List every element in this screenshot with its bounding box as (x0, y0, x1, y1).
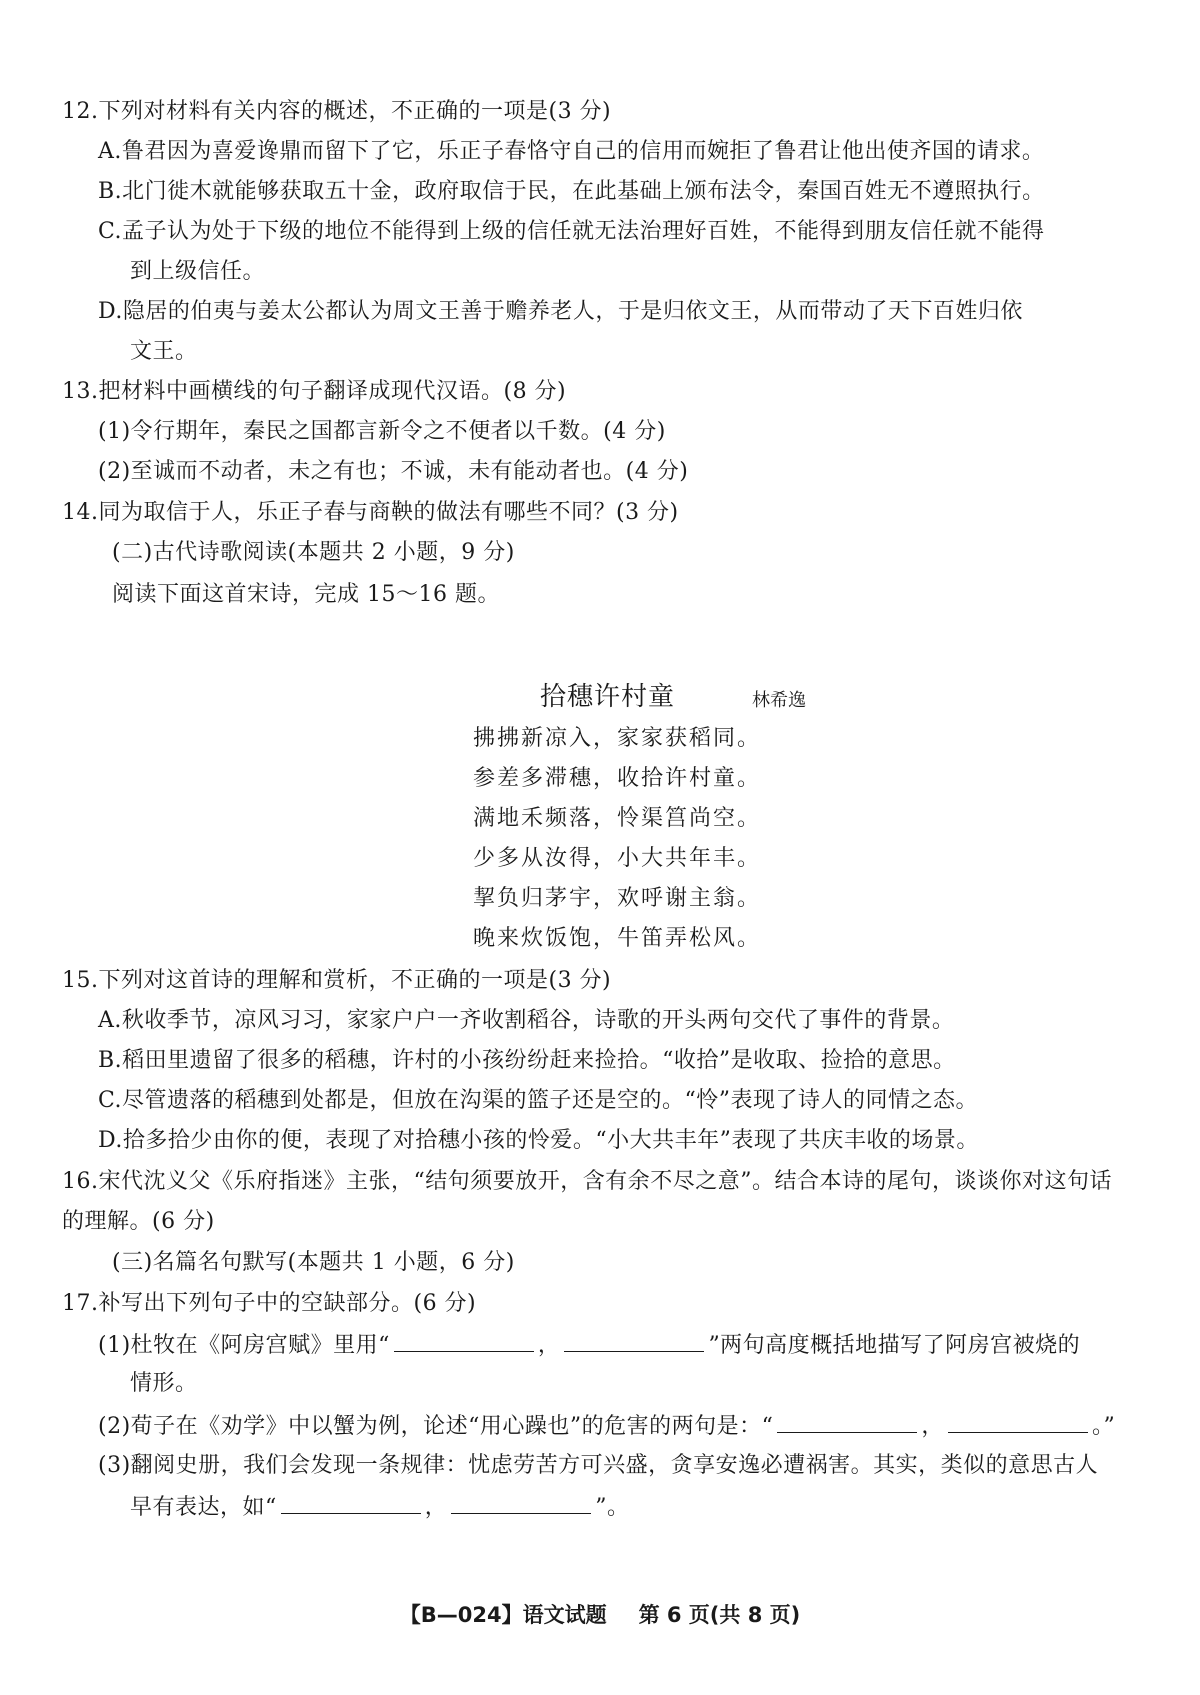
poem-line: 满地禾频落，怜渠筥尚空。 (473, 806, 762, 831)
fill-blank[interactable] (394, 1329, 534, 1352)
question-12-stem: 12.下列对材料有关内容的概述，不正确的一项是(3 分) (62, 99, 612, 124)
question-17-item-1 (98, 1329, 1080, 1361)
question-17-item-2 (98, 1410, 1115, 1442)
question-16-stem: 16.宋代沈义父《乐府指迷》主张，“结句须要放开，含有余不尽之意”。结合本诗的尾句，谈谈你对这句话 (62, 1169, 1112, 1194)
question-12-option-a: A.鲁君因为喜爱谗鼎而留下了它，乐正子春恪守自己的信用而婉拒了鲁君让他出使齐国的请求。 (98, 139, 1045, 164)
question-17-item-3-continued (130, 1491, 630, 1523)
question-12-option-c: C.孟子认为处于下级的地位不能得到上级的信任就无法治理好百姓，不能得到朋友信任就不能得 (98, 219, 1045, 244)
question-15-stem: 15.下列对这首诗的理解和赏析，不正确的一项是(3 分) (62, 968, 612, 993)
fill-blank[interactable] (777, 1410, 917, 1433)
item-2-text-after: 。” (1091, 1414, 1116, 1439)
question-17-item-3: (3)翻阅史册，我们会发现一条规律：忧虑劳苦方可兴盛，贪享安逸必遭祸害。其实，类似的意思古人 (98, 1453, 1099, 1478)
item-2-text-before: (2)荀子在《劝学》中以蟹为例，论述“用心躁也”的危害的两句是：“ (98, 1414, 774, 1439)
poem-line: 挈负归茅宇，欢呼谢主翁。 (473, 886, 762, 911)
item-1-text-before: (1)杜牧在《阿房宫赋》里用“ (98, 1333, 390, 1358)
question-12-option-c-continued: 到上级信任。 (130, 259, 266, 284)
question-15-option-d: D.拾多拾少由你的便，表现了对拾穗小孩的怜爱。“小大共丰年”表现了共庆丰收的场景。 (98, 1128, 979, 1153)
item-1-separator: ， (537, 1333, 561, 1358)
fill-blank[interactable] (281, 1491, 421, 1514)
section-3-heading: (三)名篇名句默写(本题共 1 小题，6 分) (112, 1250, 515, 1275)
question-13-sentence-1: (1)令行期年，秦民之国都言新令之不便者以千数。(4 分) (98, 419, 666, 444)
question-15-option-a: A.秋收季节，凉风习习，家家户户一齐收割稻谷，诗歌的开头两句交代了事件的背景。 (98, 1008, 955, 1033)
item-3-text-before: 早有表达，如“ (130, 1495, 277, 1520)
question-16-stem-continued: 的理解。(6 分) (62, 1209, 215, 1234)
question-15-option-b: B.稻田里遗留了很多的稻穗，许村的小孩纷纷赶来捡拾。“收拾”是收取、捡拾的意思。 (98, 1048, 956, 1073)
poem-author: 林希逸 (752, 690, 806, 711)
page-number: 第 6 页(共 8 页) (638, 1603, 801, 1627)
question-12-option-d-continued: 文王。 (130, 339, 198, 364)
question-15-option-c: C.尽管遗落的稻穗到处都是，但放在沟渠的篮子还是空的。“怜”表现了诗人的同情之态。 (98, 1088, 979, 1113)
poem-line: 少多从汝得，小大共年丰。 (473, 846, 762, 871)
exam-code: 【B—024】语文试题 (399, 1603, 607, 1627)
item-2-separator: ， (921, 1414, 944, 1439)
fill-blank[interactable] (451, 1491, 591, 1514)
section-2-intro: 阅读下面这首宋诗，完成 15～16 题。 (112, 582, 500, 607)
question-12-option-d: D.隐居的伯夷与姜太公都认为周文王善于赡养老人，于是归依文王，从而带动了天下百姓归依 (98, 299, 1023, 324)
poem-line: 拂拂新凉入，家家获稻同。 (473, 726, 762, 751)
question-17-item-1-continued: 情形。 (130, 1371, 198, 1396)
item-3-separator: ， (424, 1495, 448, 1520)
fill-blank[interactable] (948, 1410, 1088, 1433)
page-footer (0, 1600, 1200, 1630)
question-13-sentence-2: (2)至诚而不动者，未之有也；不诚，未有能动者也。(4 分) (98, 459, 689, 484)
question-13-stem: 13.把材料中画横线的句子翻译成现代汉语。(8 分) (62, 379, 567, 404)
question-14-stem: 14.同为取信于人，乐正子春与商鞅的做法有哪些不同？(3 分) (62, 500, 679, 525)
poem-line: 参差多滞穗，收拾许村童。 (473, 766, 762, 791)
poem-title: 拾穗许村童 (540, 682, 676, 712)
question-17-stem: 17.补写出下列句子中的空缺部分。(6 分) (62, 1291, 477, 1316)
item-1-text-after: ”两句高度概括地描写了阿房宫被烧的 (708, 1333, 1081, 1358)
item-3-text-after: ”。 (595, 1495, 630, 1520)
fill-blank[interactable] (564, 1329, 704, 1352)
poem-line: 晚来炊饭饱，牛笛弄松风。 (473, 926, 762, 951)
question-12-option-b: B.北门徙木就能够获取五十金，政府取信于民，在此基础上颁布法令，秦国百姓无不遵照执行。 (98, 179, 1045, 204)
section-2-heading: (二)古代诗歌阅读(本题共 2 小题，9 分) (112, 540, 515, 565)
